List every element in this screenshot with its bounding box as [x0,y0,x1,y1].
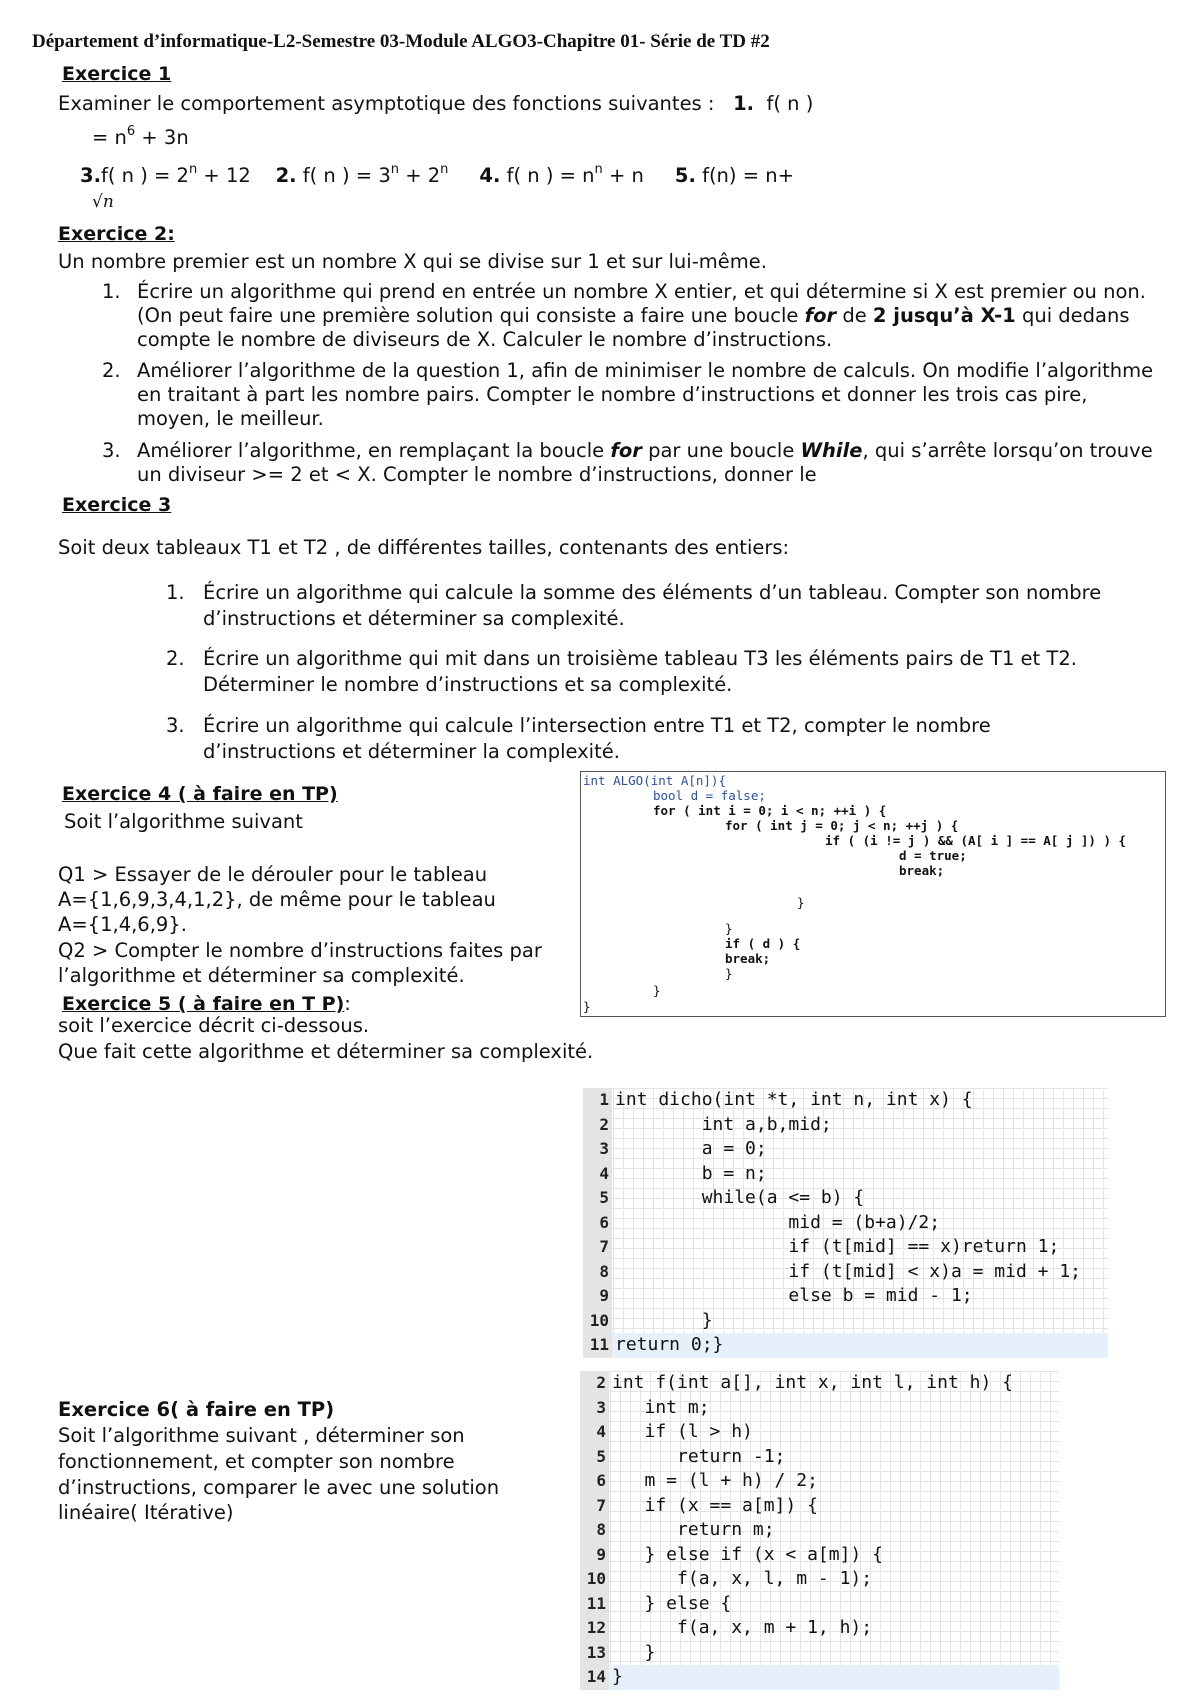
line-number: 10 [580,1567,609,1592]
line-number: 3 [583,1137,612,1162]
ex3-q1-number: 1. [166,581,185,604]
line-number: 1 [583,1088,612,1113]
code-line: d = true; [899,848,967,863]
code-text: int f(int a[], int x, int l, int h) { [612,1372,1013,1393]
exercise-4-title: Exercice 4 ( à faire en TP) [62,783,338,805]
code-line: int ALGO(int A[n]){ [583,773,726,788]
code-line [583,1186,1108,1211]
code-text: } [612,1641,656,1663]
exercise-5-line2: Que fait cette algorithme et déterminer sa complexité. [58,1040,594,1063]
code-line [580,1396,1059,1421]
code-line [580,1665,1059,1690]
line-number: 5 [583,1186,612,1211]
code-line [583,1113,1108,1138]
line-number: 10 [583,1309,612,1334]
code-line: } [797,895,805,910]
line-number: 11 [583,1333,612,1358]
code-line [583,1137,1108,1162]
exercise-1-intro: Examiner le comportement asymptotique des fonctions suivantes : 1. f( n ) [58,92,814,115]
exercise-3-title: Exercice 3 [62,494,172,516]
line-number: 3 [580,1396,609,1421]
line-number: 11 [580,1592,609,1617]
ex2-q2-number: 2. [102,359,121,382]
line-number: 8 [580,1518,609,1543]
code-text: if (t[mid] < x)a = mid + 1; [615,1260,1081,1282]
exercise-2-title: Exercice 2: [58,223,175,245]
code-line [583,1284,1108,1309]
code-text: f(a, x, m + 1, h); [612,1617,873,1638]
function-1: = $n^6 + 3n$ [92,123,189,149]
code-text: m = (l + h) / 2; [612,1470,818,1491]
code-line [583,1235,1108,1260]
exercise-2-intro: Un nombre premier est un nombre X qui se divise sur 1 et sur lui-même. [58,250,767,273]
line-number: 6 [583,1211,612,1236]
recursive-code-block [580,1371,1059,1690]
line-number: 9 [583,1284,612,1309]
code-text: else b = mid - 1; [615,1285,973,1306]
code-text: } else { [612,1592,732,1614]
code-line [583,1333,1108,1358]
code-text: while(a <= b) { [615,1187,865,1208]
code-line [580,1592,1059,1617]
line-number: 7 [580,1494,609,1519]
code-text: mid = (b+a)/2; [615,1211,941,1233]
line-number: 9 [580,1543,609,1568]
ex3-q3-number: 3. [166,714,185,737]
ex2-q3-line2: un diviseur >= 2 et < X. Compter le nombre d’instructions, donner le [137,463,817,486]
code-text: if (l > h) [612,1421,753,1442]
ex4-q1-line2: A={1,6,9,3,4,1,2}, de même pour le tableau [58,888,496,911]
code-line [580,1494,1059,1519]
algo-code-block [580,771,1166,1017]
ex3-q1-line1: Écrire un algorithme qui calcule la somme des éléments d’un tableau. Compter son nombre [203,581,1102,604]
page-header: Département d’informatique-L2-Semestre 03-Module ALGO3-Chapitre 01- Série de TD #2 [32,31,770,52]
code-line: break; [725,951,771,966]
ex2-q1-line3: compte le nombre de diviseurs de X. Calculer le nombre d’instructions. [137,328,833,351]
line-number: 7 [583,1235,612,1260]
exercise-1-title: Exercice 1 [62,63,172,85]
code-line: } [653,983,661,998]
code-line: for ( int j = 0; j < n; ++j ) { [725,818,959,833]
ex2-q3-number: 3. [102,439,121,462]
exercise-6-line3: d’instructions, comparer le avec une solution [58,1476,500,1499]
code-line: bool d = false; [653,788,766,803]
code-text: b = n; [615,1162,767,1184]
ex4-q1-line3: A={1,4,6,9}. [58,913,187,936]
code-line: for ( int i = 0; i < n; ++i ) { [653,803,887,818]
line-number: 4 [583,1162,612,1187]
ex4-q1-line1: Q1 > Essayer de le dérouler pour le tableau [58,863,488,886]
code-line [580,1445,1059,1470]
code-line [580,1469,1059,1494]
code-line [580,1641,1059,1666]
ex4-q2-line2: l’algorithme et déterminer sa complexité. [58,964,465,987]
code-line [580,1371,1059,1396]
ex2-q1-line2: (On peut faire une première solution qui consiste a faire une boucle for de 2 jusqu’à X-1 qui dedans [137,304,1130,327]
exercise-6-title: Exercice 6( à faire en TP) [58,1398,335,1421]
ex3-q3-line2: d’instructions et déterminer la complexité. [203,740,620,763]
exercise-6-line1: Soit l’algorithme suivant , déterminer son [58,1424,465,1447]
code-text: } [615,1309,713,1331]
ex2-q2-line2: en traitant à part les nombre pairs. Compter le nombre d’instructions et donner les trois cas pire, [137,383,1088,406]
code-text: int m; [612,1396,710,1418]
code-text: if (x == a[m]) { [612,1494,818,1516]
line-number: 4 [580,1420,609,1445]
ex3-q1-line2: d’instructions et déterminer sa complexité. [203,607,625,630]
exercise-4-intro: Soit l’algorithme suivant [64,810,303,833]
code-text: } [612,1666,623,1687]
ex2-q2-line3: moyen, le meilleur. [137,407,324,430]
line-number: 12 [580,1616,609,1641]
code-line [583,1309,1108,1334]
code-line [583,1260,1108,1285]
function-list: 3.f( n ) = $2^n + 12$ 2. f( n ) = $3^n + 2^n$ 4. f( n ) = $n^n + n$ 5. f(n) = n+ [80,161,794,187]
ex3-q2-line2: Déterminer le nombre d’instructions et sa complexité. [203,673,733,696]
line-number: 14 [580,1665,609,1690]
code-text: int dicho(int *t, int n, int x) { [615,1089,973,1110]
code-line: if ( (i != j ) && (A[ i ] == A[ j ]) ) { [825,833,1127,848]
ex2-q3-line1: Améliorer l’algorithme, en remplaçant la boucle for par une boucle While, qui s’arrête lorsqu’on trouve [137,439,1153,462]
exercise-5-line1: soit l’exercice décrit ci-dessous. [58,1014,370,1037]
code-text: if (t[mid] == x)return 1; [615,1236,1060,1257]
code-line [583,1211,1108,1236]
code-text: return m; [612,1519,775,1540]
ex2-q2-line1: Améliorer l’algorithme de la question 1, afin de minimiser le nombre de calculs. On modifie l’algorithme [137,359,1154,382]
code-text: int a,b,mid; [615,1113,832,1135]
line-number: 5 [580,1445,609,1470]
code-text: return 0;} [615,1334,724,1355]
code-text: return -1; [612,1445,786,1467]
code-text: f(a, x, l, m - 1); [612,1568,873,1589]
code-line [580,1616,1059,1641]
line-number: 13 [580,1641,609,1666]
line-number: 2 [580,1371,609,1396]
exercise-5-title: Exercice 5 ( à faire en T P): [62,992,351,1015]
ex2-q1-line1: Écrire un algorithme qui prend en entrée un nombre X entier, et qui détermine si X est premier ou non. [137,280,1146,303]
exercise-6-line2: fonctionnement, et compter son nombre [58,1450,455,1473]
ex3-q3-line1: Écrire un algorithme qui calcule l’intersection entre T1 et T2, compter le nombre [203,714,991,737]
exercise-3-intro: Soit deux tableaux T1 et T2 , de différentes tailles, contenants des entiers: [58,536,790,559]
code-line [583,1088,1108,1113]
code-line: } [725,921,733,936]
code-line [580,1567,1059,1592]
code-line: } [583,999,591,1014]
line-number: 2 [583,1113,612,1138]
dicho-code-block [583,1088,1108,1358]
ex3-q2-number: 2. [166,647,185,670]
code-line [580,1518,1059,1543]
exercise-6-line4: linéaire( Itérative) [58,1501,234,1524]
ex4-q2-line1: Q2 > Compter le nombre d’instructions faites par [58,939,542,962]
line-number: 8 [583,1260,612,1285]
function-5-sqrt: √n [92,192,114,212]
code-line [580,1543,1059,1568]
ex3-q2-line1: Écrire un algorithme qui mit dans un troisième tableau T3 les éléments pairs de T1 et T2. [203,647,1077,670]
ex2-q1-number: 1. [102,280,121,303]
code-line: if ( d ) { [725,936,801,951]
code-line: } [725,966,733,981]
code-text: a = 0; [615,1138,767,1159]
code-line [583,1162,1108,1187]
code-text: } else if (x < a[m]) { [612,1543,883,1565]
code-line [580,1420,1059,1445]
code-line: break; [899,863,945,878]
line-number: 6 [580,1469,609,1494]
